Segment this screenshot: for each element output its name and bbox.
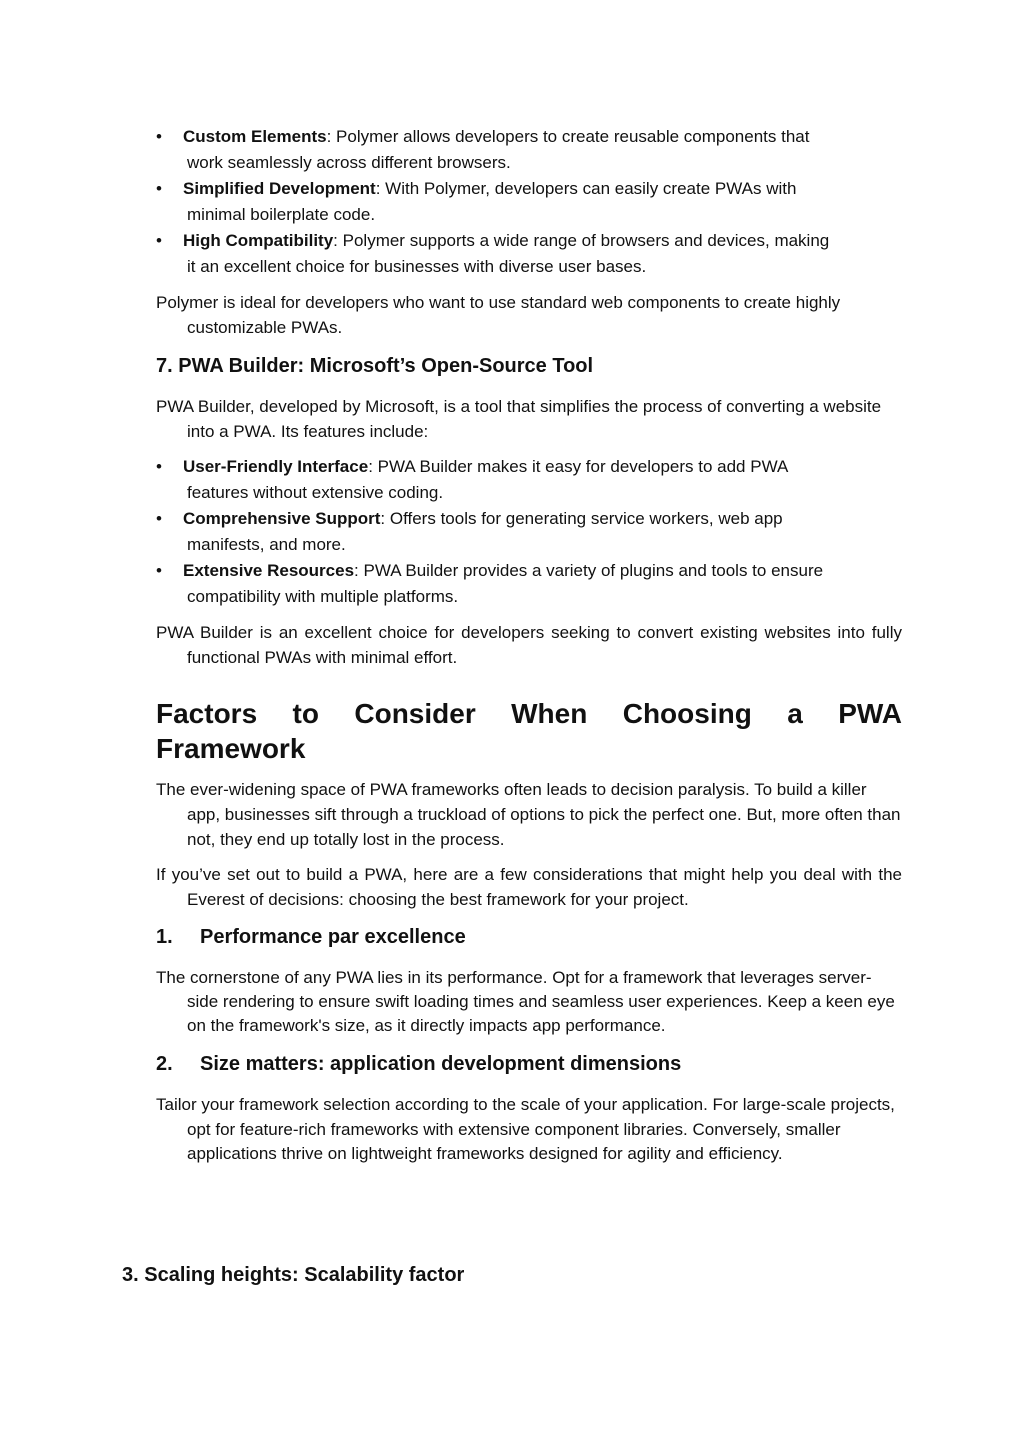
bullet-term: Custom Elements bbox=[183, 127, 327, 146]
list-item bbox=[156, 124, 902, 176]
bullet-text: : PWA Builder makes it easy for developers to add PWA bbox=[368, 457, 789, 476]
heading-word: Factors bbox=[156, 698, 258, 729]
factors-heading bbox=[156, 696, 902, 766]
bullet-term: Simplified Development bbox=[183, 179, 376, 198]
bullet-text: : PWA Builder provides a variety of plugins and tools to ensure bbox=[354, 561, 824, 580]
heading-word: Choosing bbox=[622, 698, 752, 729]
list-item bbox=[156, 228, 902, 280]
bullet-continuation: minimal boilerplate code. bbox=[187, 205, 376, 224]
heading-word: Consider bbox=[354, 698, 476, 729]
polymer-summary: Polymer is ideal for developers who want to use standard web components to create highly customizable PWAs. bbox=[156, 293, 841, 337]
factors-paragraph-2: If you’ve set out to build a PWA, here are a few considerations that might help you deal with the Everest of decisions: choosing the best framework for your project. bbox=[156, 865, 902, 909]
factors-heading-line2: Framework bbox=[156, 733, 306, 764]
bullet-term: Comprehensive Support bbox=[183, 509, 381, 528]
heading-title: Performance par excellence bbox=[200, 926, 466, 948]
polymer-feature-list bbox=[156, 124, 902, 280]
bullet-continuation: work seamlessly across different browsers. bbox=[187, 153, 511, 172]
bullet-icon: • bbox=[156, 179, 162, 198]
bullet-continuation: manifests, and more. bbox=[187, 535, 346, 554]
bullet-continuation: features without extensive coding. bbox=[187, 483, 444, 502]
heading-number: 1. bbox=[156, 926, 173, 948]
bullet-icon: • bbox=[156, 127, 162, 146]
pwa-builder-intro: PWA Builder, developed by Microsoft, is a tool that simplifies the process of converting a website into a PWA. Its features include: bbox=[156, 397, 882, 441]
list-item bbox=[156, 176, 902, 228]
bullet-term: User-Friendly Interface bbox=[183, 457, 369, 476]
bullet-icon: • bbox=[156, 509, 162, 528]
bullet-text: : Polymer allows developers to create reusable components that bbox=[326, 127, 810, 146]
heading-word: a bbox=[787, 698, 803, 729]
factors-heading-line1 bbox=[156, 696, 902, 731]
bullet-text: : Polymer supports a wide range of browsers and devices, making bbox=[333, 231, 830, 250]
consideration-3-heading: 3. Scaling heights: Scalability factor bbox=[122, 1264, 465, 1286]
pwa-builder-feature-list bbox=[156, 454, 902, 610]
list-item bbox=[156, 558, 902, 610]
heading-word: PWA bbox=[838, 698, 902, 729]
bullet-continuation: it an excellent choice for businesses with diverse user bases. bbox=[187, 257, 647, 276]
bullet-text: : With Polymer, developers can easily create PWAs with bbox=[375, 179, 797, 198]
list-item bbox=[156, 506, 902, 558]
heading-word: When bbox=[511, 698, 588, 729]
bullet-term: High Compatibility bbox=[183, 231, 334, 250]
document-content bbox=[156, 124, 902, 1167]
bullet-icon: • bbox=[156, 231, 162, 250]
pwa-builder-summary: PWA Builder is an excellent choice for developers seeking to convert existing websites into fully functional PWAs with minimal effort. bbox=[156, 623, 902, 667]
bullet-text: : Offers tools for generating service workers, web app bbox=[380, 509, 783, 528]
bullet-continuation: compatibility with multiple platforms. bbox=[187, 587, 459, 606]
list-item bbox=[156, 454, 902, 506]
bullet-icon: • bbox=[156, 457, 162, 476]
heading-word: to bbox=[292, 698, 319, 729]
factors-paragraph-1: The ever-widening space of PWA frameworks often leads to decision paralysis. To build a killer app, businesses sift through a truckload of options to pick the perfect one. But, more often than not, they end up totally lost in the process. bbox=[156, 780, 901, 849]
bullet-icon: • bbox=[156, 561, 162, 580]
consideration-1-text: The cornerstone of any PWA lies in its performance. Opt for a framework that leverages server-side rendering to ensure swift loading times and seamless user experiences. Keep a keen eye on the framework's size, as it directly impacts app performance. bbox=[156, 968, 895, 1035]
heading-title: Size matters: application development dimensions bbox=[200, 1053, 682, 1075]
consideration-1-heading bbox=[156, 924, 902, 950]
heading-number: 2. bbox=[156, 1053, 173, 1075]
consideration-2-heading bbox=[156, 1051, 902, 1077]
pwa-builder-heading: 7. PWA Builder: Microsoft’s Open-Source Tool bbox=[156, 355, 594, 377]
bullet-term: Extensive Resources bbox=[183, 561, 355, 580]
consideration-2-text: Tailor your framework selection according to the scale of your application. For large-scale projects, opt for feature-rich frameworks with extensive component libraries. Conversely, smaller applications thrive on lightweight frameworks designed for agility and efficiency. bbox=[156, 1095, 895, 1163]
